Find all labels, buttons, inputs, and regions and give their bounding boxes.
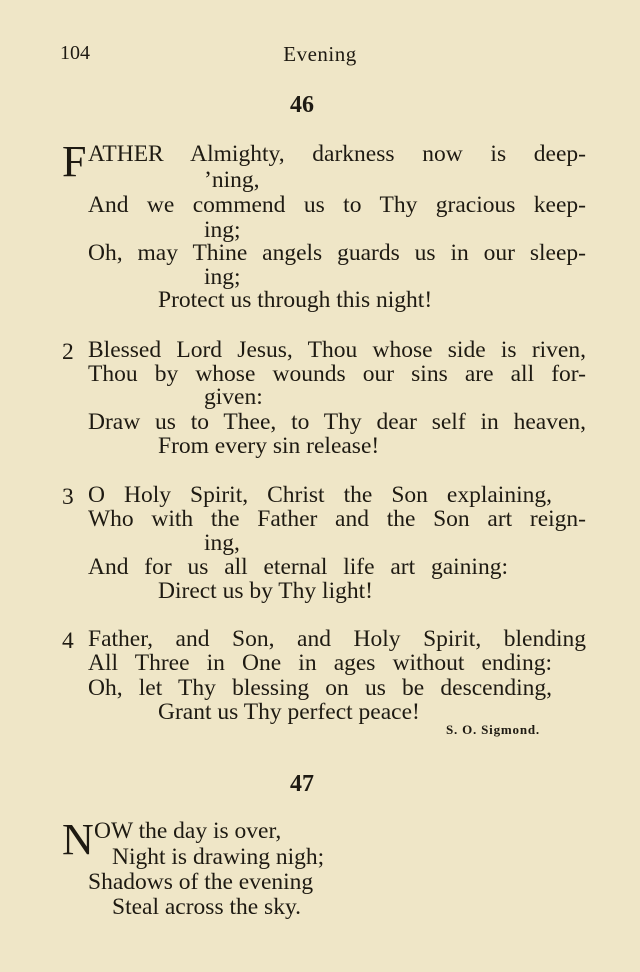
page-number: 104 — [60, 42, 90, 64]
drop-cap: F — [62, 137, 87, 186]
verse-line: ATHER Almighty, darkness now is deep- — [88, 141, 586, 167]
verse-line: And we commend us to Thy gracious keep- — [88, 192, 586, 218]
verse-line: Oh, may Thine angels guards us in our sleep- — [88, 240, 586, 266]
verse-line: Protect us through this night! — [158, 287, 433, 313]
running-title: Evening — [283, 42, 357, 66]
verse-number: 4 — [62, 628, 74, 654]
verse-line: Grant us Thy perfect peace! — [158, 699, 420, 725]
verse-line: Oh, let Thy blessing on us be descending, — [88, 675, 552, 701]
verse-line: From every sin release! — [158, 433, 380, 459]
verse-line: O Holy Spirit, Christ the Son explaining, — [88, 482, 552, 508]
drop-cap: N — [62, 815, 94, 864]
verse-line: Draw us to Thee, to Thy dear self in heaven, — [88, 409, 586, 435]
verse-line: Thou by whose wounds our sins are all for- — [88, 361, 586, 387]
verse-line: ing; — [204, 217, 241, 243]
verse-line: All Three in One in ages without ending: — [88, 650, 552, 676]
hymn-number: 46 — [290, 92, 314, 118]
verse-line: And for us all eternal life art gaining: — [88, 554, 508, 580]
verse-line: Father, and Son, and Holy Spirit, blending — [88, 626, 586, 652]
verse-line: Blessed Lord Jesus, Thou whose side is riven, — [88, 337, 586, 363]
hymn-number: 47 — [290, 771, 314, 797]
verse-line: Night is drawing nigh; — [112, 844, 325, 870]
verse-line: Shadows of the evening — [88, 869, 314, 895]
author-credit: S. O. Sigmond. — [446, 722, 540, 737]
verse-number: 2 — [62, 339, 74, 365]
verse-line: ing, — [204, 530, 240, 556]
verse-line: Steal across the sky. — [112, 894, 302, 920]
verse-line: OW the day is over, — [94, 818, 282, 844]
verse-number: 3 — [62, 484, 74, 510]
verse-line: given: — [204, 384, 263, 410]
verse-line: ing; — [204, 264, 241, 290]
verse-line: ’ning, — [204, 167, 260, 193]
verse-line: Direct us by Thy light! — [158, 578, 373, 604]
verse-line: Who with the Father and the Son art reign- — [88, 506, 586, 532]
